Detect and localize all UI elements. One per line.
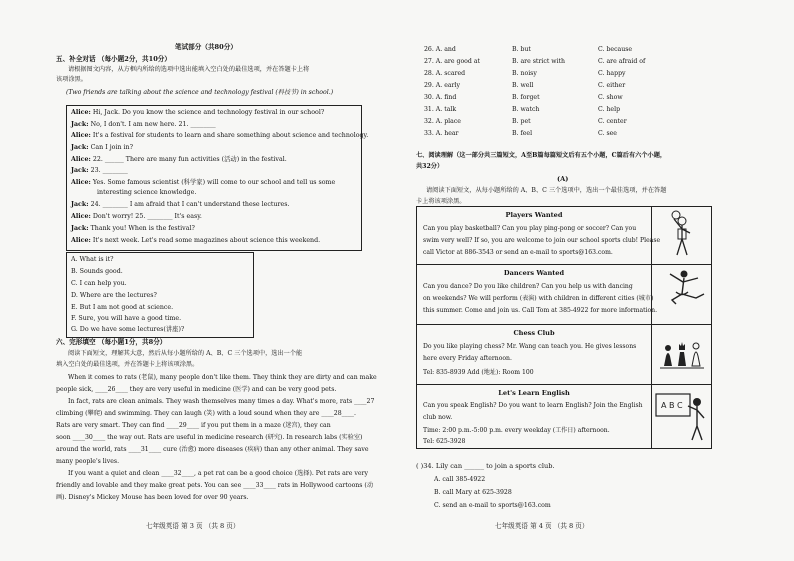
passage-line: 画). Disney's Mickey Mouse has been loved for over 90 years. — [56, 494, 249, 501]
dialogue-line: Alice: 22. ______ There are many fun activities (活动) in the festival. — [71, 156, 287, 163]
section5-instruction-1: 请根据图文内容，从方框内所给的选项中选出能填入空白处的最佳选项，并在答题卡上将 — [68, 66, 310, 73]
ad-line: Can you speak English? Do you want to learn English? Join the English — [423, 402, 643, 409]
dialogue-line: Jack: No, I don't. I am new here. 21. ________ — [71, 121, 216, 128]
ad-dancers-wanted — [417, 264, 711, 325]
dancer-icon — [652, 264, 711, 324]
passage-line: If you want a quiet and clean ____32____, a pet rat can be a good choice (选择). Pet rats are very — [68, 470, 368, 477]
section5-instruction-2: 该项涂黑。 — [56, 76, 87, 83]
option-item: E. But I am not good at science. — [71, 304, 174, 311]
section7-heading-2: 共32分） — [416, 163, 444, 170]
question-34-option: A. call 385-4922 — [434, 476, 486, 483]
choice-c: C. see — [598, 130, 617, 137]
option-item: F. Sure, you will have a good time. — [71, 315, 182, 322]
ad-line: Can you play basketball? Can you play ping-pong or soccer? Can you — [423, 225, 637, 232]
ad-lets-learn-english — [417, 384, 711, 448]
section6-instruction-1: 阅读下面短文，理解其大意，然后从每小题所给的 A、B、C 三个选项中，选出一个能 — [68, 350, 303, 357]
svg-text:A B C: A B C — [661, 401, 683, 410]
passage-line: When it comes to rats (老鼠), many people don't like them. They think they are dirty and can make — [68, 374, 377, 381]
dialogue-line: interesting science knowledge. — [97, 189, 197, 196]
choice-c: C. help — [598, 106, 621, 113]
choice-b: B. feel — [512, 130, 533, 137]
passage-line: soon ____30____ the way out. Rats are useful in medicine research (研究). In research labs (实验室) — [56, 434, 363, 441]
passage-line: friendly and lovable and they make great pets. You can see ____33____ rats in Hollywood cartoons (动 — [56, 482, 374, 489]
option-item: A. What is it? — [71, 256, 114, 263]
section5-heading: 五、补全对话 （每小题2分，共10分） — [56, 55, 171, 63]
ad-line: Tel: 625-3928 — [423, 438, 466, 445]
section7-heading: 七、阅读理解（这一部分共三篇短文，A至B篇每篇短文后有五个小题，C篇后有六个小题， — [416, 152, 667, 159]
ad-line: on weekends? We will perform (表演) with children in different cities (城市) — [423, 295, 654, 302]
option-item: B. Sounds good. — [71, 268, 123, 275]
section6-heading: 六、完形填空 （每小题1分，共8分） — [56, 338, 167, 346]
dialogue-line: Alice: It's next week. Let's read some magazines about science this weekend. — [71, 237, 321, 244]
page-footer: 七年级英语 第 3 页 （共 8 页） — [146, 522, 240, 530]
dialogue-context: (Two friends are talking about the science and technology festival (科技节) in school.) — [66, 89, 334, 96]
choice-a: 30. A. find — [424, 94, 457, 101]
option-item: C. I can help you. — [71, 280, 127, 287]
ad-title: Dancers Wanted — [503, 269, 565, 277]
question-34-stem: ( )34. Lily can ______ to join a sports club. — [416, 462, 555, 470]
choice-c: C. center — [598, 118, 627, 125]
ad-line: call Victor at 886-3543 or send an e-mail to sports@163.com. — [423, 249, 613, 256]
choice-a: 31. A. talk — [424, 106, 457, 113]
question-34-option: B. call Mary at 625-3928 — [434, 489, 512, 496]
passage-line: climbing (攀爬) and swimming. They can laugh (笑) with a loud sound when they are ____28____. — [56, 410, 356, 417]
ad-line: swim very well? If so, you are welcome to join our school sports club! Please — [423, 237, 661, 244]
dialogue-box — [66, 105, 369, 251]
section6-instruction-2: 填入空白处的最佳选项，并在答题卡上将该项涂黑。 — [56, 361, 199, 368]
dialogue-line: Alice: Hi, Jack. Do you know the science and technology festival in our school? — [71, 109, 325, 116]
ad-title: Let's Learn English — [498, 389, 570, 397]
dialogue-options-box — [66, 252, 254, 338]
dialogue-line: Jack: Can I join in? — [71, 144, 133, 151]
choice-c: C. because — [598, 46, 633, 53]
question-34-option: C. send an e-mail to sports@163.com — [434, 502, 551, 509]
page-footer: 七年级英语 第 4 页 （共 8 页） — [495, 522, 589, 530]
ad-line: here every Friday afternoon. — [423, 355, 512, 362]
choice-b: B. well — [512, 82, 534, 89]
choice-b: B. forget — [512, 94, 540, 101]
section7-instruction-2: 卡上将该项涂黑。 — [416, 198, 466, 205]
choice-a: 29. A. early — [424, 82, 460, 89]
passage-line: around the world, rats ____31____ cure (治愈) more diseases (疾病) than any other animal. They save — [56, 446, 369, 453]
choice-b: B. are strict with — [512, 58, 566, 65]
exam-section-title: 笔试部分（共80分） — [175, 43, 237, 51]
ad-players-wanted — [417, 207, 711, 265]
ad-line: Time: 2:00 p.m.-5:00 p.m. every weekday (工作日) afternoon. — [423, 427, 610, 434]
dialogue-line: Alice: Don't worry! 25. ________ It's easy. — [71, 213, 202, 220]
passage-line: people sick, ____26____ they are very useful in medicine (医学) and can be very good pets. — [56, 386, 337, 393]
option-item: D. Where are the lectures? — [71, 292, 157, 299]
basketball-player-icon — [652, 207, 711, 264]
option-item: G. Do we have some lectures(讲座)? — [71, 326, 185, 333]
ad-line: Do you like playing chess? Mr. Wang can teach you. He gives lessons — [423, 343, 637, 350]
choice-b: B. noisy — [512, 70, 537, 77]
part-label: (A) — [557, 175, 569, 183]
ad-line: club now. — [423, 414, 453, 421]
dialogue-line: Jack: 24. ________ I am afraid that I can't understand these lectures. — [71, 201, 290, 208]
ad-line: this summer. Come and join us. Call Tom at 385-4922 for more information. — [423, 307, 658, 314]
choice-b: B. pet — [512, 118, 531, 125]
dialogue-line: Jack: Thank you! When is the festival? — [71, 225, 195, 232]
choice-a: 32. A. place — [424, 118, 461, 125]
dialogue-line: Alice: It's a festival for students to learn and share something about science and technology. — [71, 132, 369, 139]
dialogue-line: Alice: Yes. Some famous scientist (科学家) will come to our school and tell us some — [71, 179, 336, 186]
choice-b: B. watch — [512, 106, 540, 113]
dialogue-line: Jack: 23. ________ — [71, 167, 128, 174]
right-page — [400, 0, 794, 561]
ad-title: Chess Club — [513, 329, 555, 337]
ads-table — [416, 206, 712, 449]
choice-a: 33. A. hear — [424, 130, 459, 137]
choice-c: C. either — [598, 82, 626, 89]
ad-chess-club — [417, 324, 711, 385]
teacher-blackboard-icon — [652, 384, 711, 448]
choice-c: C. are afraid of — [598, 58, 646, 65]
ad-line: Tel: 835-8939 Add (地址): Room 100 — [423, 369, 534, 376]
choice-a: 27. A. are good at — [424, 58, 480, 65]
passage-line: Rats are very smart. They can find ____29____ if you put them in a maze (迷宫), they can — [56, 422, 331, 429]
ad-title: Players Wanted — [505, 211, 563, 219]
choice-c: C. happy — [598, 70, 626, 77]
section7-instruction-1: 请阅读下面短文，从每小题所给的 A、B、C 三个选项中，选出一个最佳选项，并在答题 — [426, 187, 667, 194]
passage-line: many people's lives. — [56, 458, 120, 465]
ad-line: Can you dance? Do you like children? Can you help us with dancing — [423, 283, 633, 290]
choice-b: B. but — [512, 46, 531, 53]
choice-c: C. show — [598, 94, 623, 101]
choice-a: 28. A. scared — [424, 70, 466, 77]
chess-pieces-icon — [652, 324, 711, 384]
passage-line: In fact, rats are clean animals. They wash themselves many times a day. What's more, rats ____27 — [68, 398, 375, 405]
choice-a: 26. A. and — [424, 46, 456, 53]
